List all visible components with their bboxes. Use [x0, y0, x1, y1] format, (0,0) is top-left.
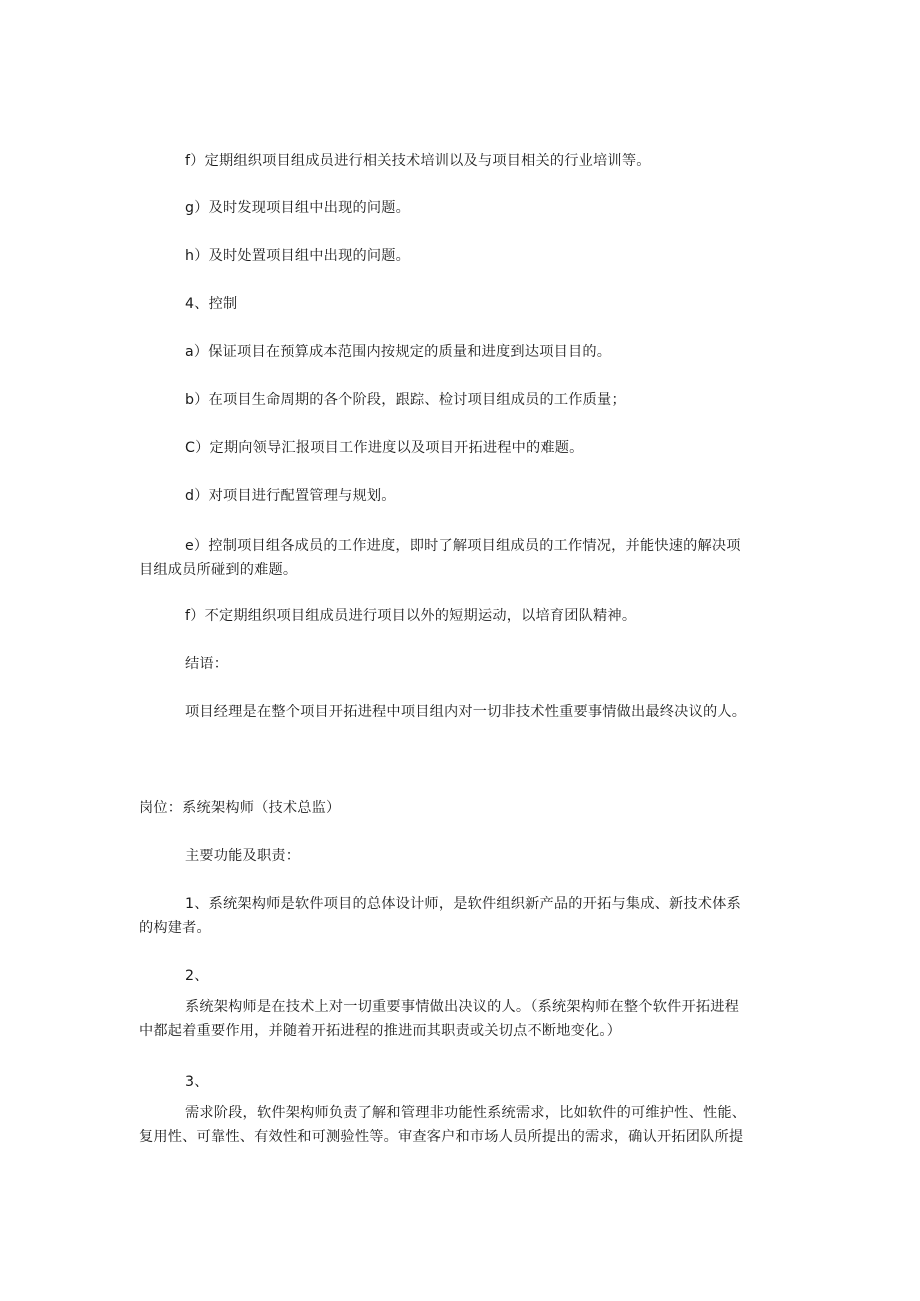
duties-heading: 主要功能及职责： — [185, 848, 301, 864]
section-heading-control: 4、控制 — [185, 296, 238, 312]
duty-1 — [139, 892, 741, 940]
item-g-find-issues: g）及时发现项目组中出现的问题。 — [185, 200, 411, 216]
duty-1-line-2: 的构建者。 — [139, 920, 211, 936]
conclusion-text: 项目经理是在整个项目开拓进程中项目组内对一切非技术性重要事情做出最终决议的人。 — [185, 704, 747, 720]
duty-2-line-2: 中都起着重要作用，并随着开拓进程的推进而其职责或关切点不断地变化。） — [139, 1023, 622, 1039]
position-title: 岗位：系统架构师（技术总监） — [139, 800, 341, 816]
duty-3 — [139, 1101, 746, 1149]
duty-1-line-1: 1、系统架构师是软件项目的总体设计师，是软件组织新产品的开拓与集成、新技术体系 — [185, 896, 741, 912]
duty-2 — [139, 995, 739, 1043]
conclusion-label: 结语： — [185, 656, 229, 672]
duty-2-number: 2、 — [185, 968, 209, 984]
item-h-handle-issues: h）及时处置项目组中出现的问题。 — [185, 248, 411, 264]
item-f-training: f）定期组织项目组成员进行相关技术培训以及与项目相关的行业培训等。 — [185, 153, 651, 169]
item-e-line-1: e）控制项目组各成员的工作进度，即时了解项目组成员的工作情况，并能快速的解决项 — [185, 538, 741, 554]
item-b-quality: b）在项目生命周期的各个阶段，跟踪、检讨项目组成员的工作质量； — [185, 392, 626, 408]
item-e-progress — [139, 534, 741, 582]
item-d-config: d）对项目进行配置管理与规划。 — [185, 488, 396, 504]
duty-3-number: 3、 — [185, 1074, 209, 1090]
duty-2-line-1: 系统架构师是在技术上对一切重要事情做出决议的人。（系统架构师在整个软件开拓进程 — [185, 999, 740, 1015]
item-e-line-2: 目组成员所碰到的难题。 — [139, 562, 298, 578]
item-f-team-activity: f）不定期组织项目组成员进行项目以外的短期运动，以培育团队精神。 — [185, 608, 637, 624]
item-a-budget: a）保证项目在预算成本范围内按规定的质量和进度到达项目目的。 — [185, 344, 612, 360]
duty-3-line-1: 需求阶段，软件架构师负责了解和管理非功能性系统需求，比如软件的可维护性、性能、 — [185, 1105, 747, 1121]
duty-3-line-2: 复用性、可靠性、有效性和可测验性等。审查客户和市场人员所提出的需求，确认开拓团队所提 — [139, 1129, 744, 1145]
item-c-report: C）定期向领导汇报项目工作进度以及项目开拓进程中的难题。 — [185, 440, 584, 456]
